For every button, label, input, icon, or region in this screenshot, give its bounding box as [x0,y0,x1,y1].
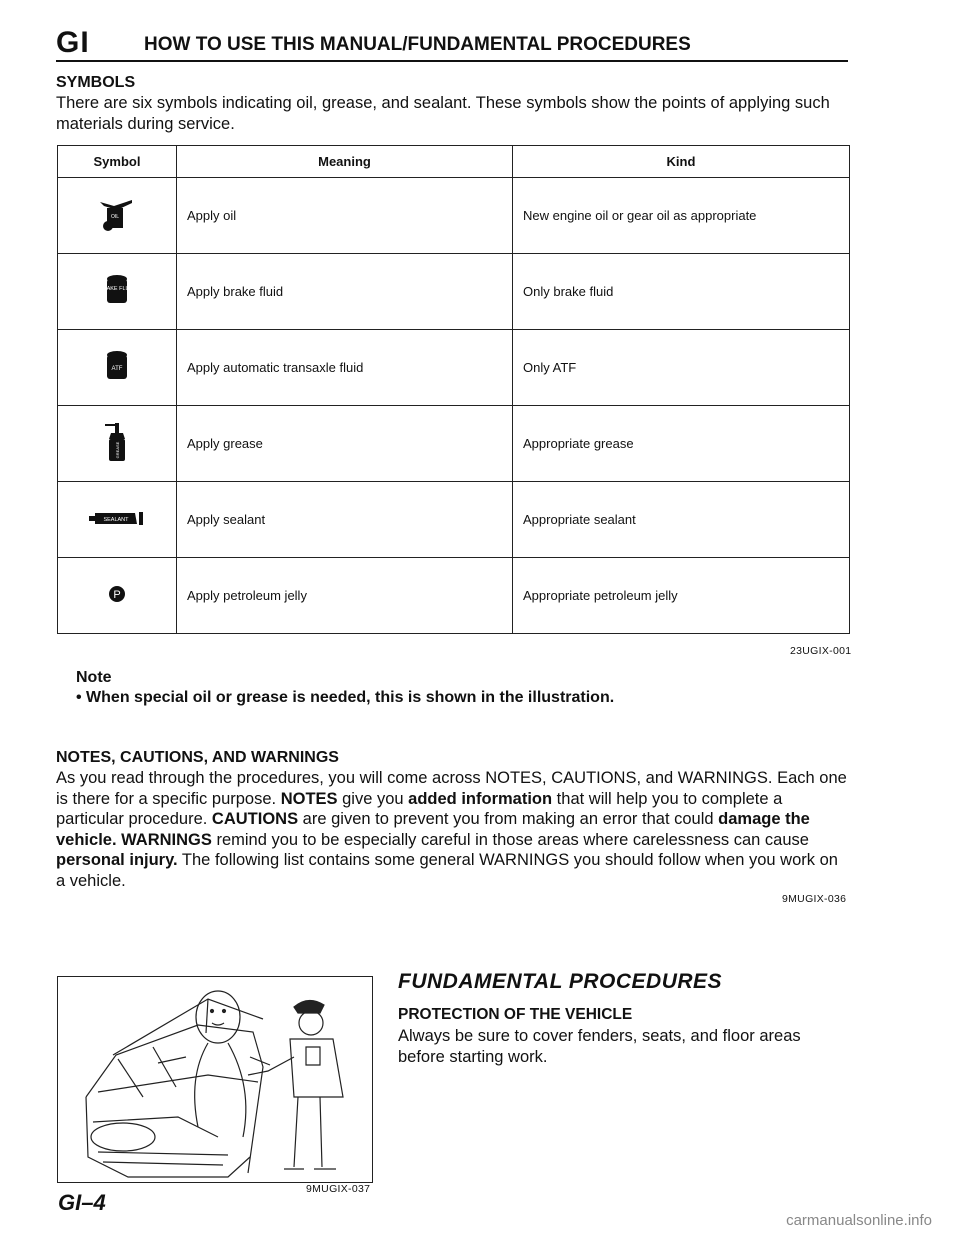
meaning-cell: Apply sealant [177,482,513,558]
kind-cell: Only ATF [513,330,850,406]
protection-heading: PROTECTION OF THE VEHICLE [398,1006,633,1023]
table-row [58,330,850,406]
grease-gun-icon [97,419,137,465]
section-code: GI [56,26,90,59]
atf-can-icon [97,346,137,386]
table-code: 23UGIX-001 [790,645,852,657]
note-label: Note [76,669,112,686]
table-row [58,406,850,482]
watermark: carmanualsonline.info [786,1212,932,1229]
meaning-cell: Apply petroleum jelly [177,558,513,634]
atf-icon-label: ATF [111,366,123,372]
table-header-row [58,146,850,178]
column-header-kind: Kind [513,146,850,178]
meaning-cell: Apply grease [177,406,513,482]
brake-fluid-icon-label: BRAKE FLUID [98,286,136,292]
meaning-cell: Apply oil [177,178,513,254]
page-number: GI–4 [58,1190,106,1215]
page-header [56,26,848,62]
table-row [58,482,850,558]
kind-cell: Only brake fluid [513,254,850,330]
mechanic-with-fender-cover-image [58,977,372,1182]
page-title: HOW TO USE THIS MANUAL/FUNDAMENTAL PROCEDURES [144,34,691,55]
protection-paragraph: Always be sure to cover fenders, seats, and floor areas before starting work. [398,1027,801,1066]
vehicle-protection-illustration [57,976,373,1183]
oil-can-icon [92,194,142,234]
kind-cell: New engine oil or gear oil as appropriate [513,178,850,254]
table-row [58,254,850,330]
brake-fluid-can-icon [97,270,137,310]
notes-cautions-warnings-paragraph: As you read through the procedures, you will come across NOTES, CAUTIONS, and WARNINGS. Each one is there for a specific purpose. NOTES give you added information that will help you to complete a particular procedure. CAUTIONS are given to prevent you from making an error that could damage the vehicle. WARNINGS remind you to be especially careful in those areas where carelessness can cause personal injury. The following list contains some general WARNINGS you should follow when you work on a vehicle. [56,769,847,890]
grease-icon-label: GREASE [115,441,120,459]
meaning-cell: Apply brake fluid [177,254,513,330]
notes-cautions-warnings-heading: NOTES, CAUTIONS, AND WARNINGS [56,749,339,766]
sealant-icon-label: SEALANT [103,517,129,523]
kind-cell: Appropriate sealant [513,482,850,558]
note-bullet: • When special oil or grease is needed, this is shown in the illustration. [76,689,615,706]
column-header-meaning: Meaning [177,146,513,178]
symbols-intro: There are six symbols indicating oil, grease, and sealant. These symbols show the points of applying such materials during service. [56,94,830,133]
table-row [58,178,850,254]
notes-section-code: 9MUGIX-036 [782,893,847,905]
figure-code: 9MUGIX-037 [306,1183,371,1195]
symbols-heading: SYMBOLS [56,74,136,91]
table-row [58,558,850,634]
oil-icon-label: OIL [110,214,120,220]
column-header-symbol: Symbol [58,146,177,178]
kind-cell: Appropriate petroleum jelly [513,558,850,634]
kind-cell: Appropriate grease [513,406,850,482]
fundamental-procedures-heading: FUNDAMENTAL PROCEDURES [398,970,723,993]
petroleum-jelly-icon-label: P [113,589,121,601]
symbols-table [57,145,850,634]
meaning-cell: Apply automatic transaxle fluid [177,330,513,406]
sealant-tube-icon [87,508,147,528]
petroleum-jelly-icon [102,579,132,609]
